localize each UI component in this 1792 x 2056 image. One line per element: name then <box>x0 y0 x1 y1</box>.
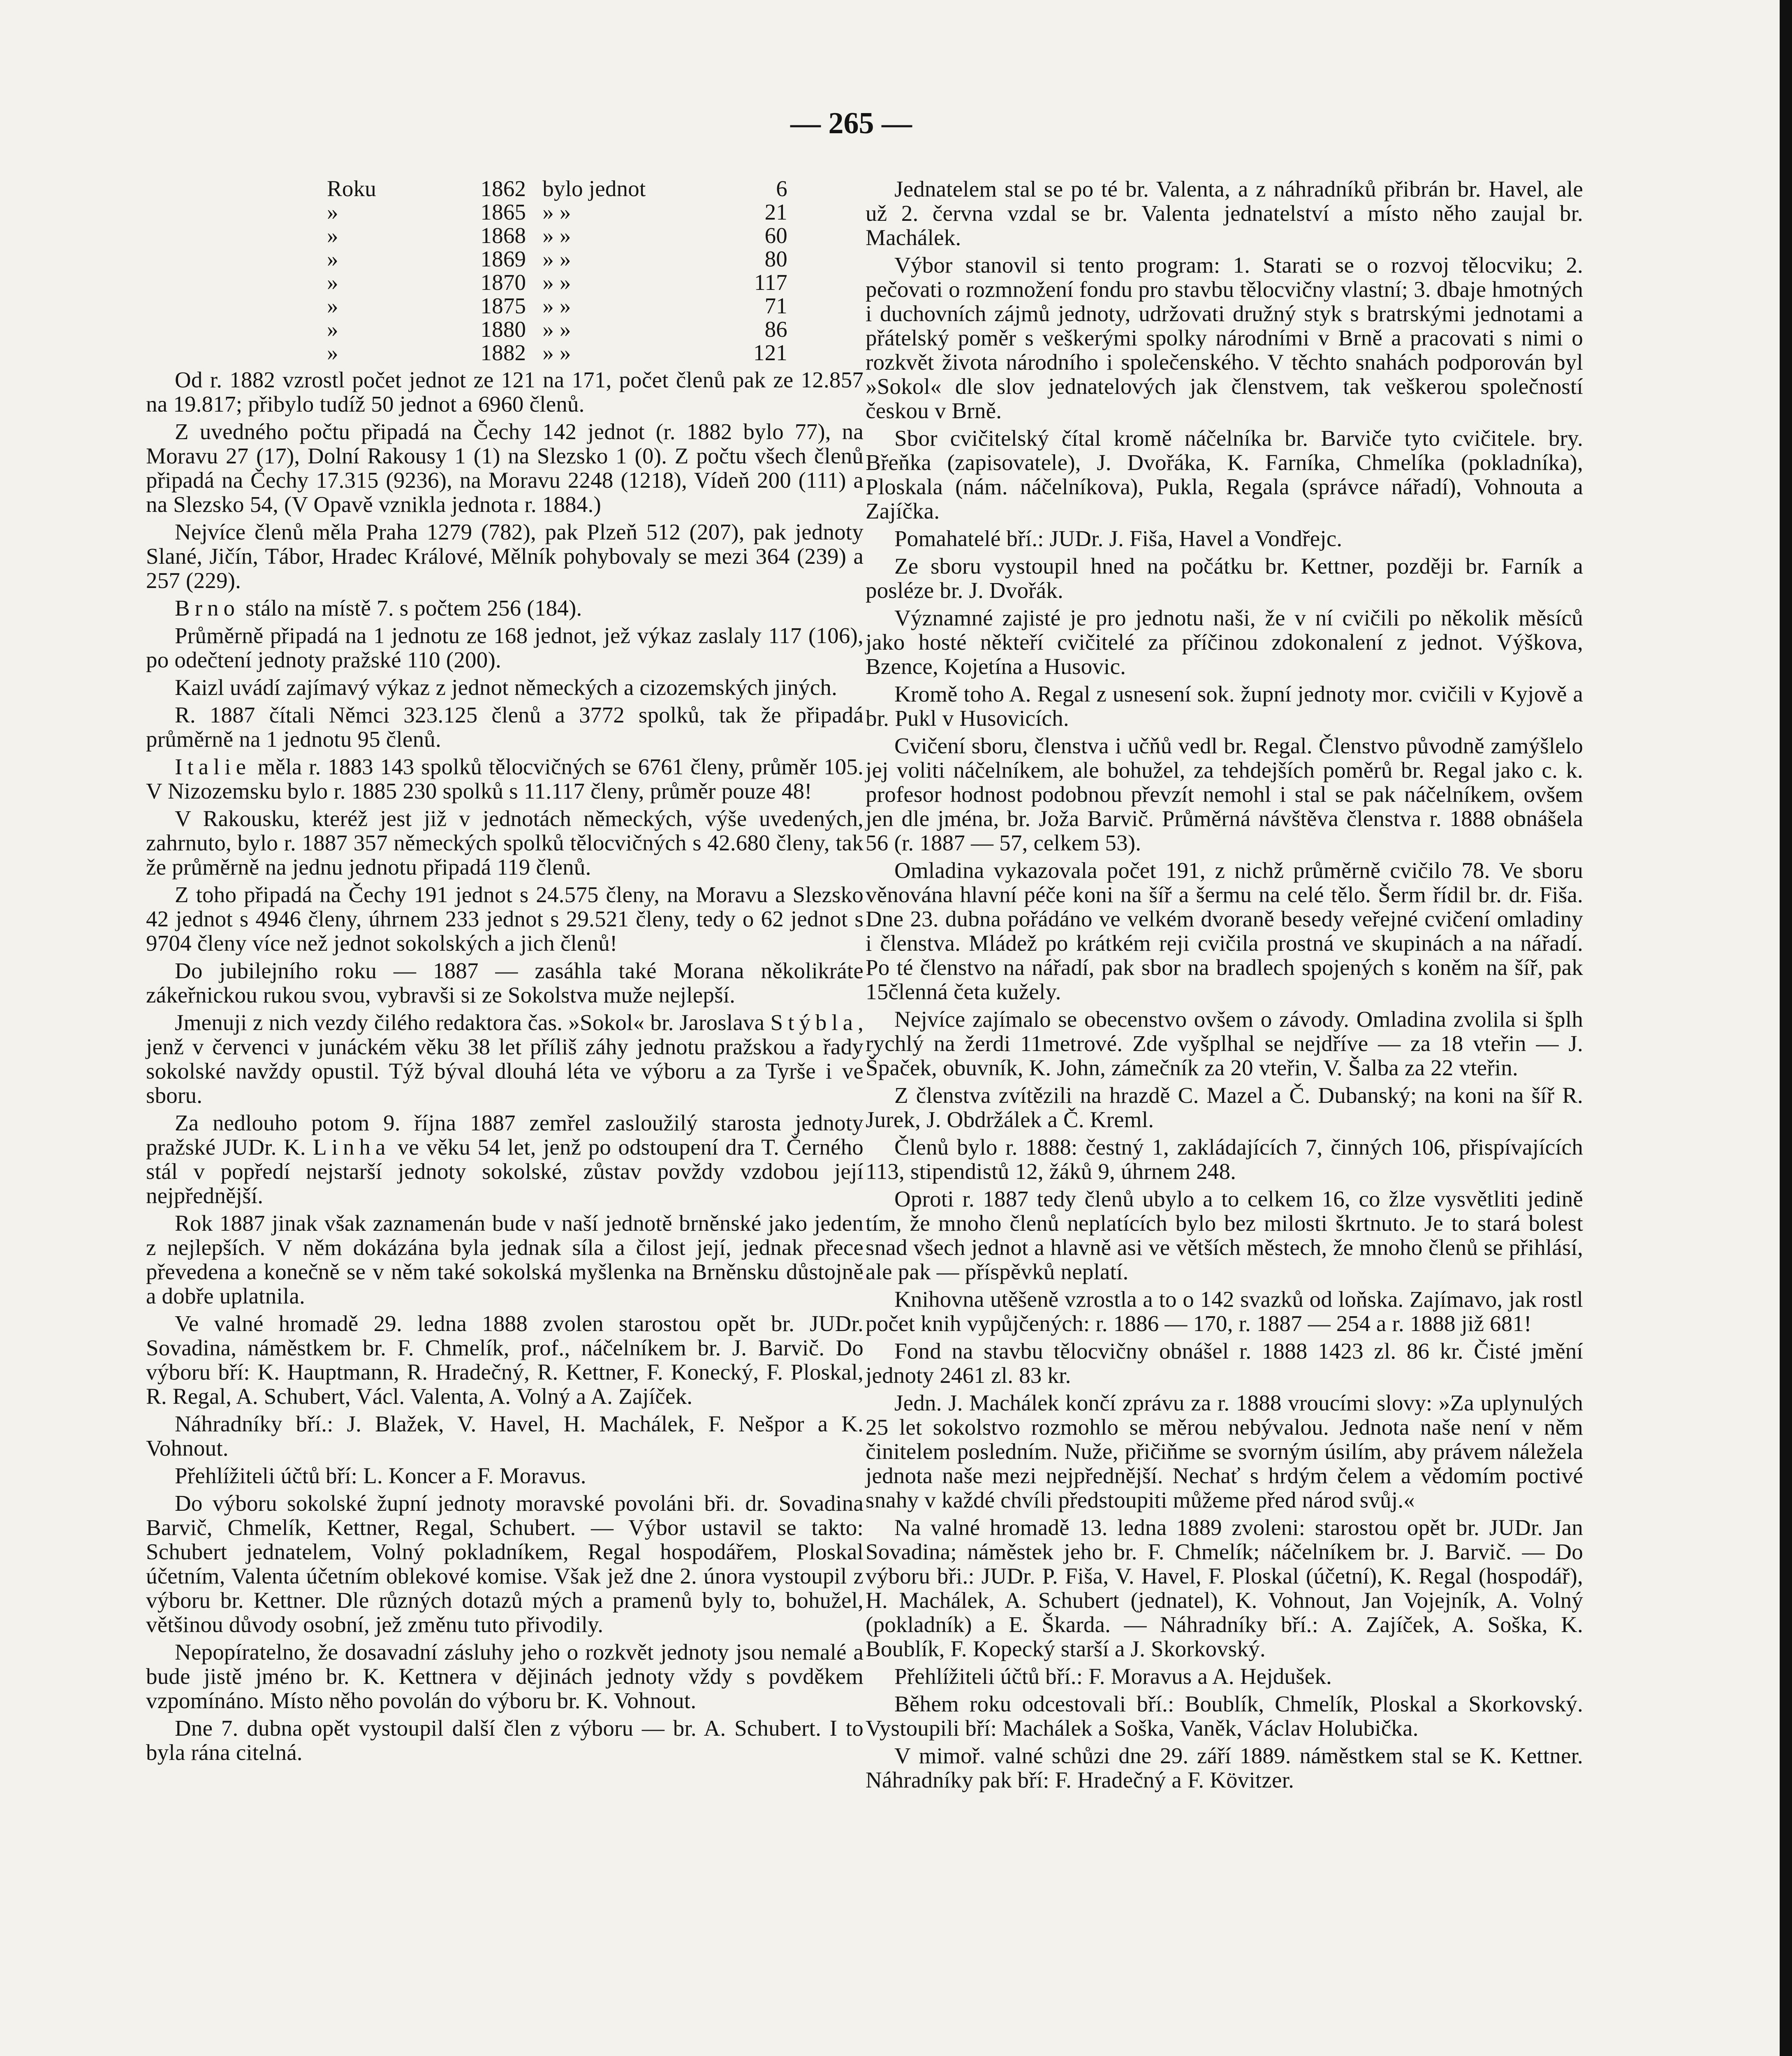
paragraph-text: stálo na místě 7. s počtem 256 (184). <box>240 595 582 621</box>
table-cell-label: » <box>327 293 338 318</box>
table-row <box>327 271 787 294</box>
table-cell-count: 60 <box>764 223 787 248</box>
left-column <box>146 177 864 1768</box>
paragraph: Během roku odcestovali bří.: Boublík, Chmelík, Ploskal a Skorkovský. Vystoupili bří: Machálek a Soška, Vaněk, Václav Holubička. <box>866 1691 1583 1741</box>
table-cell-count: 80 <box>764 246 787 271</box>
spaced-word: Italie <box>175 754 251 779</box>
table-cell-label: » <box>327 199 338 225</box>
paragraph: Rok 1887 jinak však zaznamenán bude v naší jednotě brněnské jako jeden z nejlepších. V něm dokázána byla jednak síla a čilost její, jednak přece převedena a konečně se v něm také sokolská myšlenka na Brněnsku důstojně a dobře uplatnila. <box>146 1211 864 1308</box>
paragraph: Náhradníky bří.: J. Blažek, V. Havel, H. Machálek, F. Nešpor a K. Vohnout. <box>146 1411 864 1461</box>
paragraph: Členů bylo r. 1888: čestný 1, zakládajících 7, činných 106, přispívajících 113, stipendistů 12, žáků 9, úhrnem 248. <box>866 1135 1583 1184</box>
table-cell-label: Roku <box>327 176 376 201</box>
spaced-word: Brno <box>175 595 240 621</box>
paragraph-text: Jmenuji z nich vezdy čilého redaktora čas. »Sokol« br. Jaroslava <box>175 1010 771 1035</box>
paragraph: Jednatelem stal se po té br. Valenta, a z náhradníků přibrán br. Havel, ale už 2. června vzdal se br. Valenta jednatelství a místo něho zaujal br. Machálek. <box>866 176 1583 250</box>
table-cell-year: 1868 <box>480 223 526 248</box>
table-cell-year: 1880 <box>480 317 526 342</box>
membership-table <box>327 177 787 364</box>
table-cell-word: » » <box>542 317 571 342</box>
table-cell-count: 21 <box>764 199 787 225</box>
paragraph: Nepopíratelno, že dosavadní zásluhy jeho o rozkvět jednoty jsou nemalé a bude jistě jméno br. K. Kettnera v dějinách jednoty vždy s povděkem vzpomínáno. Místo něho povolán do výboru br. K. Vohnout. <box>146 1639 864 1713</box>
table-cell-count: 6 <box>776 176 787 201</box>
table-row <box>327 177 787 200</box>
table-cell-label: » <box>327 317 338 342</box>
table-cell-label: » <box>327 223 338 248</box>
paragraph: Dne 7. dubna opět vystoupil další člen z výboru — br. A. Schubert. I to byla rána citelná. <box>146 1716 864 1765</box>
table-row <box>327 224 787 247</box>
paragraph: Omladina vykazovala počet 191, z nichž průměrně cvičilo 78. Ve sboru věnována hlavní péče koni na šíř a šermu na celé tělo. Šerm řídil br. dr. Fiša. Dne 23. dubna pořádáno ve velkém dvoraně besedy veřejné cvičení omladiny i členstva. Mládež po krátkém reji cvičila prostná ve skupinách a na nářadí. Po té členstvo na nářadí, pak sbor na bradlech spojených s koněm na šíř, pak 15členná četa kužely. <box>866 858 1583 1004</box>
table-cell-word: » » <box>542 340 571 365</box>
paragraph-text: měla r. 1883 143 spolků tělocvičných se 6761 členy, průměr 105. V Nizozemsku bylo r. 1885 230 spolků s 11.117 členy, průměr pouze 48! <box>146 754 864 803</box>
paragraph: V Rakousku, kteréž jest již v jednotách německých, výše uvedených, zahrnuto, bylo r. 1887 357 německých spolků tělocvičných s 42.680 členy, tak že průměrně na jednu jednotu připadá 119 členů. <box>146 806 864 880</box>
table-row <box>327 294 787 317</box>
paragraph: Z toho připadá na Čechy 191 jednot s 24.575 členy, na Moravu a Slezsko 42 jednot s 4946 členy, úhrnem 233 jednot s 29.521 členy, tedy o 62 jednot s 9704 členy více než jednot sokolských a jich členů! <box>146 882 864 956</box>
paragraph: R. 1887 čítali Němci 323.125 členů a 3772 spolků, tak že připadá průměrně na 1 jednotu 95 členů. <box>146 702 864 752</box>
paragraph: Cvičení sboru, členstva i učňů vedl br. Regal. Členstvo původně zamýšlelo jej voliti náčelníkem, ale bohužel, za tehdejších poměrů br. Regal jako c. k. profesor hodnost podobnou převzít nemohl i stal se pak náčelníkem, ovšem jen dle jména, br. Joža Barvič. Průměrná návštěva členstva r. 1888 obnášela 56 (r. 1887 — 57, celkem 53). <box>866 733 1583 855</box>
paragraph: Nejvíce členů měla Praha 1279 (782), pak Plzeň 512 (207), pak jednoty Slané, Jičín, Tábor, Hradec Králové, Mělník pohybovaly se mezi 364 (239) a 257 (229). <box>146 519 864 593</box>
paragraph: Výbor stanovil si tento program: 1. Starati se o rozvoj tělocviku; 2. pečovati o rozmnožení fondu pro stavbu tělocvičny vlastní; 3. dbaje hmotných i duchovních zájmů jednoty, udržovati družný styk s bratrskými jednotami a přátelský poměr s veškerými spolky národními v Brně a pracovati s nimi o rozkvět života národního i společenského. V těchto snahách podporován byl »Sokol« dle slov jednatelových jak členstvem, tak veškerou společností českou v Brně. <box>866 252 1583 423</box>
table-cell-word: » » <box>542 270 571 295</box>
paragraph: Významné zajisté je pro jednotu naši, že v ní cvičili po několik měsíců jako hosté někteří cvičitelé za příčinou zdokonalení z jednot. Výškova, Bzence, Kojetína a Husovic. <box>866 605 1583 679</box>
table-cell-label: » <box>327 340 338 365</box>
paragraph <box>146 1111 864 1208</box>
table-cell-year: 1882 <box>480 340 526 365</box>
paragraph: Ze sboru vystoupil hned na počátku br. Kettner, později br. Farník a posléze br. J. Dvořák. <box>866 553 1583 603</box>
table-cell-year: 1862 <box>480 176 526 201</box>
table-cell-year: 1865 <box>480 199 526 225</box>
table-row <box>327 247 787 271</box>
paragraph-text: Za nedlouho potom 9. října 1887 zemřel zasloužilý starosta jednoty pražské JUDr. K. <box>146 1110 864 1160</box>
paragraph: Přehlížiteli účtů bří: L. Koncer a F. Moravus. <box>175 1463 586 1488</box>
table-cell-word: » » <box>542 223 571 248</box>
table-cell-year: 1875 <box>480 293 526 318</box>
paragraph: Pomahatelé bří.: JUDr. J. Fiša, Havel a Vondřejc. <box>894 526 1343 551</box>
paragraph: Sbor cvičitelský čítal kromě náčelníka br. Barviče tyto cvičitele. bry. Břeňka (zapisovatele), J. Dvořáka, K. Farníka, Chmelíka (pokladníka), Ploskala (nám. náčelníkova), Pukla, Regala (správce nářadí), Vohnouta a Zajíčka. <box>866 426 1583 523</box>
paragraph: Průměrně připadá na 1 jednotu ze 168 jednot, jež výkaz zaslaly 117 (106), po odečtení jednoty pražské 110 (200). <box>146 623 864 672</box>
table-row <box>327 317 787 341</box>
table-cell-word: » » <box>542 246 571 271</box>
table-cell-count: 117 <box>754 270 787 295</box>
table-row <box>327 200 787 224</box>
paragraph: Z členstva zvítězili na hrazdě C. Mazel a Č. Dubanský; na koni na šíř R. Jurek, J. Obdržálek a Č. Kreml. <box>866 1083 1583 1132</box>
paragraph: Jedn. J. Machálek končí zprávu za r. 1888 vroucími slovy: »Za uplynulých 25 let sokolstvo rozmohlo se měrou nebývalou. Jednota naše není v něm činitelem posledním. Nuže, přičiňme se svorným úsilím, aby právem náležela jednota naše mezi nejpřednější. Nechať s hrdým čelem a vědomím poctivé snahy v každé chvíli předstoupiti můžeme před národ svůj.« <box>866 1390 1583 1512</box>
page-number: — 265 — <box>790 107 912 140</box>
table-cell-year: 1869 <box>480 246 526 271</box>
paragraph <box>146 596 864 620</box>
scan-border-right <box>1780 0 1792 2056</box>
paragraph-text: ve věku 54 let, jenž po odstoupení dra T. Černého stál v popředí nejstarší jednoty sokolské, zůstav povždy vzdobou její nejpřednější. <box>146 1135 864 1208</box>
paragraph: Oproti r. 1887 tedy členů ubylo a to celkem 16, co žlze vysvětliti jedině tím, že mnoho členů neplatících bylo bez milosti škrtnuto. Je to stará bolest snad všech jednot a hlavně asi ve větších městech, že mnoho členů se přihlásí, ale pak — příspěvků neplatí. <box>866 1186 1583 1284</box>
paragraph: Do výboru sokolské župní jednoty moravské povoláni bři. dr. Sovadina Barvič, Chmelík, Kettner, Regal, Schubert. — Výbor ustavil se takto: Schubert jednatelem, Volný pokladníkem, Regal hospodářem, Ploskal účetním, Valenta účetním oblekové komise. Však jež dne 2. února vystoupil z výboru br. Kettner. Dle různých dotazů mých a pramenů byly to, bohužel, většinou důvody osobní, jež změnu tuto přivodily. <box>146 1491 864 1637</box>
paragraph <box>146 1010 864 1107</box>
table-cell-word: » » <box>542 293 571 318</box>
right-column <box>866 177 1583 1795</box>
table-cell-label: » <box>327 246 338 271</box>
paragraph: Přehlížiteli účtů bří.: F. Moravus a A. Hejdušek. <box>894 1664 1332 1689</box>
table-cell-word: bylo jednot <box>542 176 646 201</box>
paragraph: Knihovna utěšeně vzrostla a to o 142 svazků od loňska. Zajímavo, jak rostl počet knih vypůjčených: r. 1886 — 170, r. 1887 — 254 a r. 1888 již 681! <box>866 1287 1583 1336</box>
paragraph: Nejvíce zajímalo se obecenstvo ovšem o závody. Omladina zvolila si šplh rychlý na žerdi 11metrové. Zde vyšplhal se nejdříve — za 18 vteřin — J. Špaček, obuvník, K. John, zámečník za 20 vteřin, V. Šalba za 22 vteřin. <box>866 1007 1583 1080</box>
paragraph: V mimoř. valné schůzi dne 29. září 1889. náměstkem stal se K. Kettner. Náhradníky pak bří: F. Hradečný a F. Kövitzer. <box>866 1743 1583 1792</box>
paragraph: Z uvedného počtu připadá na Čechy 142 jednot (r. 1882 bylo 77), na Moravu 27 (17), Dolní Rakousy 1 (1) na Slezsko 1 (0). Z počtu všech členů připadá na Čechy 17.315 (9236), na Moravu 2248 (1218), Vídeň 200 (111) a na Slezsko 54, (V Opavě vznikla jednota r. 1884.) <box>146 419 864 517</box>
spaced-word: Stýbla <box>770 1010 858 1035</box>
table-cell-label: » <box>327 270 338 295</box>
paragraph <box>146 755 864 803</box>
paragraph: Fond na stavbu tělocvičny obnášel r. 1888 1423 zl. 86 kr. Čisté jmění jednoty 2461 zl. 83 kr. <box>866 1338 1583 1388</box>
paragraph: Na valné hromadě 13. ledna 1889 zvoleni: starostou opět br. JUDr. Jan Sovadina; náměstek jeho br. F. Chmelík; náčelníkem br. J. Barvič. — Do výboru bři.: JUDr. P. Fiša, V. Havel, F. Ploskal (účetní), K. Regal (hospodář), H. Machálek, A. Schubert (jednatel), K. Vohnout, Jan Vojejník, A. Volný (pokladník) a E. Škarda. — Náhradníky bří.: A. Zajíček, A. Soška, K. Boublík, F. Kopecký starší a J. Skorkovský. <box>866 1515 1583 1661</box>
table-row <box>327 341 787 364</box>
paragraph: Do jubilejního roku — 1887 — zasáhla také Morana několikráte zákeřnickou rukou svou, vybravši si ze Sokolstva muže nejlepší. <box>146 958 864 1007</box>
paragraph-text: , jenž v červenci v junáckém věku 38 let příliš záhy jednotu pražskou a řady sokolské navždy opustil. Týž býval dlouhá léta ve výboru a za Tyrše i ve sboru. <box>146 1010 864 1108</box>
paragraph: Ve valné hromadě 29. ledna 1888 zvolen starostou opět br. JUDr. Sovadina, náměstkem br. F. Chmelík, prof., náčelníkem br. J. Barvič. Do výboru bří: K. Hauptmann, R. Hradečný, R. Kettner, F. Konecký, F. Ploskal, R. Regal, A. Schubert, Václ. Valenta, A. Volný a A. Zajíček. <box>146 1311 864 1409</box>
paragraph: Kaizl uvádí zajímavý výkaz z jednot německých a cizozemských jiných. <box>175 675 838 700</box>
table-cell-count: 71 <box>764 293 787 318</box>
table-cell-year: 1870 <box>480 270 526 295</box>
paragraph: Kromě toho A. Regal z usnesení sok. župní jednoty mor. cvičili v Kyjově a br. Pukl v Husovicích. <box>866 681 1583 731</box>
table-cell-count: 121 <box>753 340 787 365</box>
table-cell-word: » » <box>542 199 571 225</box>
table-cell-count: 86 <box>764 317 787 342</box>
paragraph: Od r. 1882 vzrostl počet jednot ze 121 na 171, počet členů pak ze 12.857 na 19.817; přibylo tudíž 50 jednot a 6960 členů. <box>146 367 864 417</box>
spaced-word: Linha <box>313 1135 391 1160</box>
